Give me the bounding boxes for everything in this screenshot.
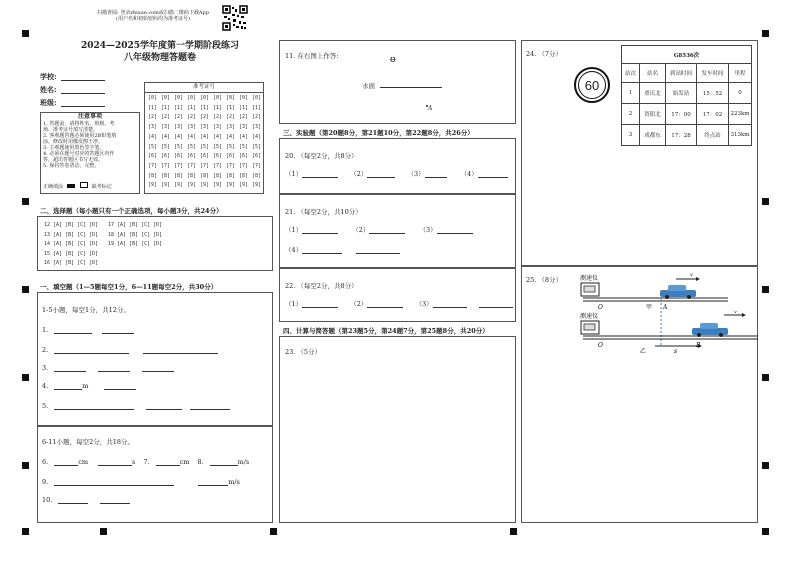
side-mark <box>762 198 769 205</box>
exam-id-bubble[interactable]: [8] <box>187 172 197 179</box>
choice-item[interactable]: 19 [A] [B] [C] [D] <box>108 241 163 247</box>
exam-id-bubbles[interactable] <box>145 93 263 193</box>
fill-q5-blank-a[interactable] <box>54 401 134 410</box>
side-mark <box>762 462 769 469</box>
exam-id-bubble[interactable]: [5] <box>239 143 249 150</box>
fill-q7-num: 7. <box>143 458 150 466</box>
exam-id-bubble[interactable]: [0] <box>174 95 184 101</box>
fill-q5-num: 5. <box>42 402 49 410</box>
corner-mark <box>22 528 29 535</box>
exam-id-bubble[interactable]: [4] <box>174 133 184 140</box>
fill-part1-label: 1-5小题，每空1分，共12分。 <box>42 306 130 314</box>
jia-label: 甲 <box>646 304 653 311</box>
water-label: 水面 <box>362 82 375 90</box>
choice-item[interactable]: 15 [A] [B] [C] [D] <box>44 250 99 257</box>
velocity-label-2: v <box>734 311 737 315</box>
q11-box <box>279 40 516 124</box>
point-b-label: B <box>696 342 701 349</box>
exam-id-bubble[interactable]: [6] <box>252 153 262 160</box>
choice-item[interactable]: 18 [A] [B] [C] [D] <box>108 231 163 238</box>
exam-id-bubble[interactable]: [9] <box>187 182 197 189</box>
timetable-cell: 0 <box>729 83 752 104</box>
fill-q3-blank-c[interactable] <box>142 363 174 372</box>
choice-item[interactable]: 16 [A] [B] [C] [D] <box>44 260 99 266</box>
exam-id-bubble[interactable]: [6] <box>161 153 171 160</box>
q21-blank-1[interactable] <box>302 225 338 234</box>
name-field[interactable] <box>61 85 105 94</box>
yi-label: 乙 <box>640 348 647 355</box>
notice-line: 涂，修改时用橡皮擦干净。 <box>43 139 104 145</box>
timetable-cell: 重庆北 <box>640 83 666 104</box>
car-2 <box>692 323 728 337</box>
exam-id-bubble[interactable]: [0] <box>226 95 236 101</box>
fill-q2-num: 2. <box>42 346 49 354</box>
exam-id-bubble[interactable]: [8] <box>239 172 249 179</box>
q22-box: 22. （每空2分，共8分） （1） （2） （3） <box>279 268 516 322</box>
class-label: 班级: <box>40 98 57 107</box>
fill-q3-blank-b[interactable] <box>98 363 130 372</box>
q24-label: 24. （7分） <box>526 50 563 58</box>
timetable-cell: 17：28 <box>666 125 697 146</box>
fill-box-1 <box>37 292 273 426</box>
name-label: 姓名: <box>40 85 57 94</box>
exam-id-bubble[interactable]: [9] <box>200 182 210 189</box>
q21-blank-4[interactable] <box>302 245 342 254</box>
timetable-cell: 313km <box>729 125 752 146</box>
exam-id-bubble[interactable]: [5] <box>213 143 223 150</box>
timetable-header: 站名 <box>640 64 666 83</box>
side-mark <box>762 374 769 381</box>
notice-line: 3. 主观题使用黑色签字笔。 <box>43 145 105 151</box>
fill-q5-blank-c[interactable] <box>190 401 230 410</box>
timetable-cell: 15：52 <box>697 83 729 104</box>
exam-id-bubble[interactable]: [3] <box>239 124 249 131</box>
exam-id-bubble[interactable]: [0] <box>161 95 171 101</box>
exam-id-bubble[interactable]: [8] <box>226 172 236 179</box>
side-mark <box>762 286 769 293</box>
fill-q6b-unit: s <box>132 458 136 466</box>
q20-box: 20. （每空2分，共8分） （1） （2） （3） （4） <box>279 138 516 194</box>
exam-id-bubble[interactable]: [8] <box>148 172 158 179</box>
fill-q6-blank-a[interactable] <box>54 457 78 466</box>
exam-id-bubble[interactable]: [2] <box>187 114 197 121</box>
choice-item[interactable]: 17 [A] [B] [C] [D] <box>108 222 163 228</box>
timetable-cell: 1 <box>622 83 640 104</box>
velocity-label-1: v <box>690 272 693 278</box>
exam-id-box <box>144 82 264 194</box>
exam-id-bubble[interactable]: [6] <box>239 153 249 160</box>
exam-id-bubble[interactable]: [9] <box>239 182 249 189</box>
fill-q2-blank-b[interactable] <box>143 345 218 354</box>
exam-id-bubble[interactable]: [8] <box>213 172 223 179</box>
timetable-cell: 始发站 <box>666 83 697 104</box>
exam-id-bubble[interactable]: [2] <box>200 114 210 121</box>
fill-q4-blank-b[interactable] <box>104 381 136 390</box>
q22-blank-3[interactable] <box>433 299 467 308</box>
fill-q1-num: 1. <box>42 326 49 334</box>
exam-id-bubble[interactable]: [0] <box>187 95 197 101</box>
exam-id-bubble[interactable]: [4] <box>187 133 197 140</box>
point-a-label: A <box>428 105 433 112</box>
q22-blank-2[interactable] <box>367 299 403 308</box>
exam-id-bubble[interactable]: [6] <box>187 153 197 160</box>
exam-id-bubble[interactable]: [3] <box>174 124 184 131</box>
speed-limit-value: 60 <box>584 78 600 93</box>
exam-id-bubble[interactable]: [6] <box>200 153 210 160</box>
exam-id-bubble[interactable]: [7] <box>161 162 171 169</box>
top-notice: 扫描查阅: 登录zhixue.com或扫描二维码下载App (用户名和初始密码均为准考证号) <box>97 10 209 22</box>
fill-q3-blank-a[interactable] <box>54 363 86 372</box>
exam-id-bubble[interactable]: [6] <box>148 153 158 160</box>
exam-id-bubble[interactable]: [7] <box>252 162 262 169</box>
exam-id-bubble[interactable]: [8] <box>252 172 262 179</box>
fill-q6-num: 6. <box>42 458 49 466</box>
fill-q10-blank-b[interactable] <box>100 495 130 504</box>
q21-box: 21. （每空2分，共10分） （1） （2） （3） （4） <box>279 194 516 268</box>
qr-code-icon <box>222 5 248 31</box>
fill-q1-blank-a[interactable] <box>54 325 92 334</box>
point-a-label-2: A <box>663 304 668 311</box>
exam-id-bubble[interactable]: [6] <box>174 153 184 160</box>
device-screen-1 <box>584 286 595 292</box>
side-mark <box>22 198 29 205</box>
fill-q3-num: 3. <box>42 364 49 372</box>
edge-mark <box>100 528 107 535</box>
corner-mark <box>22 30 29 37</box>
exam-id-bubble[interactable]: [9] <box>174 182 184 189</box>
exam-id-bubble[interactable]: [4] <box>161 133 171 140</box>
velocity-arrowhead-1 <box>696 277 700 281</box>
exam-id-bubble[interactable]: [3] <box>213 124 223 131</box>
exam-id-header: 准考证号 <box>145 83 263 93</box>
fill-q6-unit: cm <box>78 458 89 466</box>
exam-id-bubble[interactable]: [1] <box>148 104 158 111</box>
exam-id-bubble[interactable]: [7] <box>148 162 158 169</box>
exam-id-bubble[interactable]: [7] <box>239 162 249 169</box>
exam-id-bubble[interactable]: [5] <box>148 143 158 150</box>
exam-id-bubble[interactable]: [6] <box>213 153 223 160</box>
class-field[interactable] <box>61 98 105 107</box>
exam-id-bubble[interactable]: [4] <box>239 133 249 140</box>
exam-id-bubble[interactable]: [9] <box>161 182 171 189</box>
exam-id-bubble[interactable]: [1] <box>174 104 184 111</box>
q21-blank-2[interactable] <box>369 225 405 234</box>
fill-sample-icon <box>67 184 75 188</box>
timetable-cell: 成都东 <box>640 125 666 146</box>
notice-title: 注意事项 <box>77 113 102 120</box>
exam-id-bubble[interactable]: [3] <box>200 124 210 131</box>
exam-id-bubble[interactable]: [6] <box>226 153 236 160</box>
q22-label: 22. （每空2分，共8分） <box>285 282 358 290</box>
speed-limit-sign <box>574 67 610 103</box>
exam-id-bubble[interactable]: [5] <box>174 143 184 150</box>
timetable-cell: 223km <box>729 104 752 125</box>
q20-blank-3[interactable] <box>425 169 447 178</box>
timetable-header: 发车时间 <box>697 64 729 83</box>
exam-id-bubble[interactable]: [2] <box>226 114 236 121</box>
exam-id-bubble[interactable]: [0] <box>148 95 158 101</box>
edge-mark <box>270 528 277 535</box>
car-1 <box>660 285 696 299</box>
exam-id-bubble[interactable]: [2] <box>239 114 249 121</box>
school-label: 学校: <box>40 72 57 81</box>
exam-id-bubble[interactable]: [4] <box>213 133 223 140</box>
fill-q7-blank[interactable] <box>156 457 180 466</box>
timetable-cell: 终点站 <box>697 125 729 146</box>
fill-q9-num: 9. <box>42 478 49 486</box>
timetable-header: 到站时间 <box>666 64 697 83</box>
student-info <box>40 72 105 111</box>
exam-id-bubble[interactable]: [7] <box>213 162 223 169</box>
choice-item[interactable]: 13 [A] [B] [C] [D] <box>44 231 99 238</box>
section-title-experiment: 三、实验题（第20题8分，第21题10分，第22题8分，共26分） <box>283 129 474 137</box>
q23-label: 23. （5分） <box>285 348 322 356</box>
fill-q4-blank-a[interactable] <box>54 381 82 390</box>
exam-id-bubble[interactable]: [8] <box>161 172 171 179</box>
fill-q4-num: 4. <box>42 382 49 390</box>
q24-box[interactable] <box>521 40 758 266</box>
section-title-calc: 四、计算与简答题（第23题5分，第24题7分，第25题8分，共20分） <box>283 327 489 335</box>
q21-label: 21. （每空2分，共10分） <box>285 208 362 216</box>
exam-id-bubble[interactable]: [3] <box>226 124 236 131</box>
fill-box-2 <box>37 426 273 523</box>
timetable-cell: 3 <box>622 125 640 146</box>
exam-id-bubble[interactable]: [1] <box>226 104 236 111</box>
q25-label: 25. （8分） <box>526 276 563 284</box>
page-title: 2024—2025学年度第一学期阶段练习 八年级物理答题卷 <box>80 41 240 63</box>
q22-blank-4[interactable] <box>479 299 513 308</box>
point-a-dot <box>426 105 428 107</box>
exam-id-bubble[interactable]: [3] <box>148 124 158 131</box>
missing-mark-label: 缺考标记 <box>91 184 112 190</box>
exam-id-bubble[interactable]: [1] <box>252 104 262 111</box>
corner-mark <box>762 528 769 535</box>
q21-blank-3[interactable] <box>437 225 473 234</box>
exam-id-bubble[interactable]: [1] <box>200 104 210 111</box>
q23-box[interactable] <box>279 336 516 523</box>
exam-id-bubble[interactable]: [4] <box>200 133 210 140</box>
q20-label: 20. （每空2分，共8分） <box>285 152 358 160</box>
fill-q10-blank-a[interactable] <box>58 495 88 504</box>
notice-box <box>40 112 140 194</box>
train-timetable <box>621 45 752 146</box>
eye-icon: ᵿ <box>390 55 396 65</box>
train-number: G8536次 <box>622 46 752 64</box>
exam-id-bubble[interactable]: [8] <box>174 172 184 179</box>
timetable-cell: 资阳北 <box>640 104 666 125</box>
exam-id-bubble[interactable]: [1] <box>187 104 197 111</box>
velocity-arrowhead-2 <box>742 313 746 317</box>
device-screen-2 <box>584 324 595 330</box>
exam-id-bubble[interactable]: [2] <box>148 114 158 121</box>
timetable-row <box>622 104 752 125</box>
notice-line: 2. 客观题答题必须使用2B铅笔填 <box>43 133 117 139</box>
exam-id-bubble[interactable]: [3] <box>187 124 197 131</box>
notice-line: 1. 答题前，请将姓名、班级、考 <box>43 121 115 127</box>
fill-q7-unit: cm <box>179 458 190 466</box>
q22-blank-1[interactable] <box>302 299 338 308</box>
notice-text <box>41 121 139 169</box>
exam-id-bubble[interactable]: [0] <box>239 95 249 101</box>
origin-label-2: O <box>598 342 603 349</box>
timetable-row <box>622 125 752 146</box>
exam-id-bubble[interactable]: [4] <box>148 133 158 140</box>
fill-part2-label: 6-11小题，每空2分，共18分。 <box>42 438 135 446</box>
timetable-cell: 17：00 <box>666 104 697 125</box>
exam-id-bubble[interactable]: [9] <box>213 182 223 189</box>
q25-box[interactable] <box>521 266 758 523</box>
exam-id-bubble[interactable]: [3] <box>252 124 262 131</box>
fill-correct-label: 正确填涂 <box>43 184 64 190</box>
edge-mark <box>510 528 517 535</box>
exam-id-bubble[interactable]: [0] <box>200 95 210 101</box>
timetable-header: 里程 <box>729 64 752 83</box>
notice-line: 4. 必须在题号对应的答题区内作 <box>43 151 115 157</box>
school-field[interactable] <box>61 72 105 81</box>
q20-blank-1[interactable] <box>302 169 338 178</box>
fill-q4-unit: m <box>82 382 89 390</box>
exam-id-bubble[interactable]: [7] <box>200 162 210 169</box>
fill-q5-blank-b[interactable] <box>146 401 182 410</box>
fill-q9-blank-a[interactable] <box>54 477 174 486</box>
exam-id-bubble[interactable]: [1] <box>161 104 171 111</box>
section-title-choice: 二、选择题（每小题只有一个正确选项，每小题3分，共24分） <box>40 207 223 215</box>
corner-mark <box>762 30 769 37</box>
distance-label: s <box>674 348 678 355</box>
choice-item[interactable]: 14 [A] [B] [C] [D] <box>44 241 99 247</box>
exam-id-bubble[interactable]: [1] <box>239 104 249 111</box>
side-mark <box>22 374 29 381</box>
timetable-cell: 2 <box>622 104 640 125</box>
side-mark <box>22 286 29 293</box>
exam-id-bubble[interactable]: [5] <box>226 143 236 150</box>
exam-id-bubble[interactable]: [5] <box>161 143 171 150</box>
q20-blank-4[interactable] <box>478 169 508 178</box>
choice-item[interactable]: 12 [A] [B] [C] [D] <box>44 222 99 228</box>
exam-id-bubble[interactable]: [8] <box>200 172 210 179</box>
exam-id-bubble[interactable]: [9] <box>148 182 158 189</box>
exam-id-bubble[interactable]: [9] <box>226 182 236 189</box>
timetable-row <box>622 83 752 104</box>
exam-id-bubble[interactable]: [0] <box>213 95 223 101</box>
section-title-fill: 一、填空题（1—5题每空1分，6—11题每空2分，共30分） <box>40 283 218 291</box>
fill-q9-unit: m/s <box>228 478 240 486</box>
water-surface-line <box>380 87 442 88</box>
q25-diagram-2 <box>528 311 758 371</box>
fill-q8-unit: m/s <box>237 458 250 466</box>
fill-q10-num: 10. <box>42 496 53 504</box>
fill-q9-blank-b[interactable] <box>198 477 228 486</box>
fill-q8-blank[interactable] <box>210 457 238 466</box>
notice-line: 答，超出答题区书写无效。 <box>43 157 104 163</box>
exam-id-bubble[interactable]: [2] <box>161 114 171 121</box>
fill-q2-blank-a[interactable] <box>54 345 129 354</box>
timetable-cell: 17：02 <box>697 104 729 125</box>
q11-text: 11. 在右图上作答: <box>285 52 339 60</box>
exam-id-bubble[interactable]: [5] <box>187 143 197 150</box>
timetable-header: 站次 <box>622 64 640 83</box>
exam-id-bubble[interactable]: [2] <box>252 114 262 121</box>
exam-id-bubble[interactable]: [7] <box>174 162 184 169</box>
exam-id-bubble[interactable]: [5] <box>200 143 210 150</box>
exam-id-bubble[interactable]: [7] <box>187 162 197 169</box>
exam-id-bubble[interactable]: [4] <box>226 133 236 140</box>
exam-id-bubble[interactable]: [2] <box>174 114 184 121</box>
exam-id-bubble[interactable]: [2] <box>213 114 223 121</box>
q20-blank-2[interactable] <box>367 169 395 178</box>
q21-blank-5[interactable] <box>356 245 400 254</box>
exam-id-bubble[interactable]: [4] <box>252 133 262 140</box>
fill-q6-blank-b[interactable] <box>98 457 132 466</box>
side-mark <box>22 462 29 469</box>
notice-line: 场、准考证号填写清楚。 <box>43 127 99 133</box>
origin-label-1: O <box>598 304 603 311</box>
exam-id-bubble[interactable]: [1] <box>213 104 223 111</box>
fill-q1-blank-b[interactable] <box>102 325 134 334</box>
device-label-1: 测速仪 <box>580 275 599 282</box>
exam-id-bubble[interactable]: [0] <box>252 95 262 101</box>
device-label-2: 测速仪 <box>580 313 599 320</box>
exam-id-bubble[interactable]: [9] <box>252 182 262 189</box>
missing-mark-box[interactable] <box>80 182 88 188</box>
exam-id-bubble[interactable]: [7] <box>226 162 236 169</box>
exam-id-bubble[interactable]: [5] <box>252 143 262 150</box>
fill-q8-num: 8. <box>197 458 204 466</box>
notice-line: 5. 保持答卷清洁、完整。 <box>43 163 100 169</box>
exam-id-bubble[interactable]: [3] <box>161 124 171 131</box>
choice-box <box>37 216 273 271</box>
